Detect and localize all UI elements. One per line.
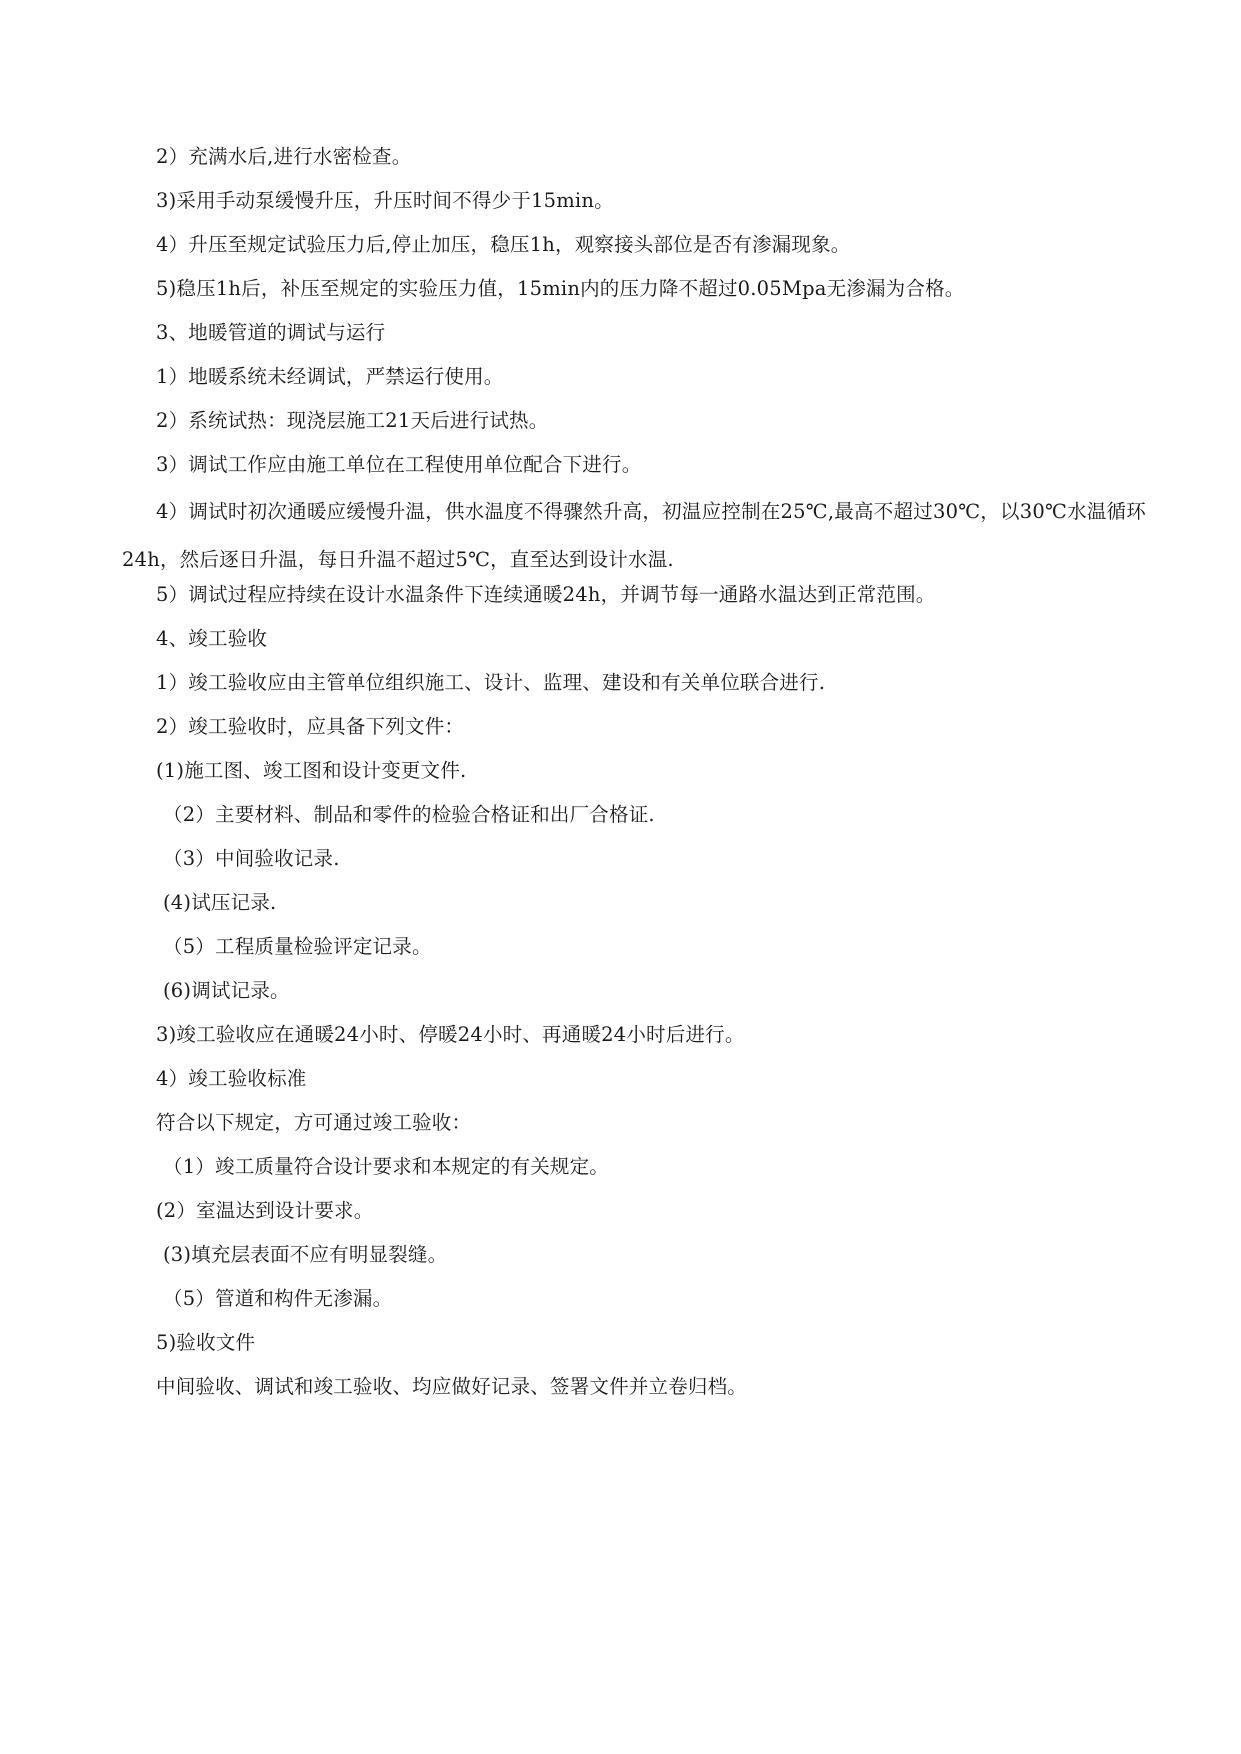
list-item: （1）竣工质量符合设计要求和本规定的有关规定。 xyxy=(163,1155,610,1178)
paragraph: 1）地暖系统未经调试，严禁运行使用。 xyxy=(156,365,504,388)
paragraph: 3）调试工作应由施工单位在工程使用单位配合下进行。 xyxy=(156,453,642,476)
list-item: (1)施工图、竣工图和设计变更文件. xyxy=(156,759,467,782)
paragraph: 符合以下规定，方可通过竣工验收： xyxy=(156,1111,472,1134)
paragraph: 5)稳压1h后，补压至规定的实验压力值，15min内的压力降不超过0.05Mpa无渗漏为合格。 xyxy=(156,277,965,300)
paragraph: 1）竣工验收应由主管单位组织施工、设计、监理、建设和有关单位联合进行. xyxy=(156,671,826,694)
list-item: (6)调试记录。 xyxy=(163,979,290,1002)
list-item: （5）工程质量检验评定记录。 xyxy=(163,935,432,958)
list-item: (2）室温达到设计要求。 xyxy=(156,1199,374,1222)
paragraph: 4）调试时初次通暖应缓慢升温，供水温度不得骤然升高，初温应控制在25℃,最高不超过30℃，以30℃水温循环24h，然后逐日升温，每日升温不超过5℃，直至达到设计水温. xyxy=(122,500,1146,571)
paragraph: 中间验收、调试和竣工验收、均应做好记录、签署文件并立卷归档。 xyxy=(156,1375,748,1398)
list-item: (3)填充层表面不应有明显裂缝。 xyxy=(163,1243,448,1266)
list-item: （3）中间验收记录. xyxy=(163,847,340,870)
paragraph: 5)验收文件 xyxy=(156,1331,256,1354)
paragraph: 4）竣工验收标准 xyxy=(156,1067,307,1090)
paragraph: 3)采用手动泵缓慢升压，升压时间不得少于15min。 xyxy=(156,189,614,212)
paragraph: 2）竣工验收时，应具备下列文件： xyxy=(156,715,465,738)
paragraph: 2）系统试热：现浇层施工21天后进行试热。 xyxy=(156,409,549,432)
paragraph: 2）充满水后,进行水密检查。 xyxy=(156,145,412,168)
list-item: （5）管道和构件无渗漏。 xyxy=(163,1287,393,1310)
paragraph: 3)竣工验收应在通暖24小时、停暖24小时、再通暖24小时后进行。 xyxy=(156,1023,745,1046)
section-heading: 3、地暖管道的调试与运行 xyxy=(156,321,386,344)
section-heading: 4、竣工验收 xyxy=(156,627,268,650)
list-item: (4)试压记录. xyxy=(163,891,277,914)
paragraph: 4）升压至规定试验压力后,停止加压，稳压1h，观察接头部位是否有渗漏现象。 xyxy=(156,233,851,256)
list-item: （2）主要材料、制品和零件的检验合格证和出厂合格证. xyxy=(163,803,655,826)
paragraph: 5）调试过程应持续在设计水温条件下连续通暖24h，并调节每一通路水温达到正常范围。 xyxy=(156,583,936,606)
